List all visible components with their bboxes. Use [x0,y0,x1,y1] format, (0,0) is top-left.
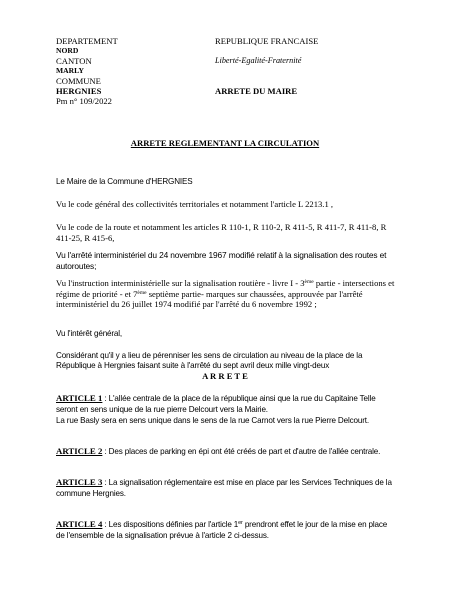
article-3 [56,477,396,499]
article-3-label: ARTICLE 3 [56,477,103,487]
vu-code-route: Vu le code de la route et notamment les articles R 110-1, R 110-2, R 411-5, R 411-7, R 411-8, R 411-25, R 415-6, [56,222,387,243]
arrete-heading: A R R E T E [202,371,248,381]
canton-label: CANTON [56,56,92,66]
vu-interet-general: Vu l'intérêt général, [56,329,123,338]
article-1 [56,393,396,415]
article-2-label: ARTICLE 2 [56,446,103,456]
document-title: ARRETE REGLEMENTANT LA CIRCULATION [130,138,320,148]
article-2-text: : Des places de parking en épi ont été créés de part et d'autre de l'allée centrale. [102,447,381,456]
article-2 [56,446,396,458]
article-4-label: ARTICLE 4 [56,519,103,529]
vu-arrete-1967: Vu l'arrêté interministériel du 24 novembre 1967 modifié relatif à la signalisation des routes et autoroutes; [56,250,387,271]
article-4-sup: er [238,520,243,526]
article-4-text-part2: prendront effet le jour de la mise en place de l'ensemble de la signalisation prévue à l'article 2 ci-dessus. [56,520,388,540]
vu-instruction-part3: septième partie- marques sur chaussées, approuvée par l'arrêté interministériel du 26 juillet 1974 modifié par l'arrêté du 6 novembre 1992 ; [56,288,363,310]
vu-instruction [56,278,396,310]
article-1-text: : L'allée centrale de la place de la république ainsi que la rue du Capitaine Telle seront en sens unique de la rue pierre Delcourt vers la Mairie. [56,394,376,414]
republic-label: REPUBLIQUE FRANCAISE [215,36,319,46]
commune-name: HERGNIES [56,86,102,96]
vu-cgct: Vu le code général des collectivités territoriales et notamment l'article L 2213.1 , [56,199,334,209]
mayor-line: Le Maire de la Commune d'HERGNIES [56,177,193,186]
article-4-text-part1: : Les dispositions définies par l'article 1 [102,520,239,529]
article-1-label: ARTICLE 1 [56,393,103,403]
doc-type: ARRETE DU MAIRE [215,86,298,96]
vu-instruction-part1: Vu l'instruction interministérielle sur la signalisation routière - livre I - 3 [56,278,305,288]
vu-instruction-sup1: ème [304,279,314,285]
vu-instruction-sup2: ème [137,289,147,296]
considerant: Considérant qu'il y a lieu de pérenniser les sens de circulation au niveau de la place de la République à Hergnies faisant suite à l'arrêté du sept avril deux mille vingt-deux [56,351,363,371]
article-1-extra: La rue Basly sera en sens unique dans le sens de la rue Carnot vers la rue Pierre Delcourt. [56,416,369,425]
vu-instruction-part2: partie - intersections et régime de priorité - et 7 [56,278,395,299]
canton-name: MARLY [56,66,84,75]
article-3-text: : La signalisation réglementaire est mise en place par les Services Techniques de la commune Hergnies. [56,478,392,498]
departement-label: DEPARTEMENT [56,36,118,46]
arrete-number: Pm n° 109/2022 [56,96,112,106]
departement-name: NORD [56,46,79,55]
motto: Liberté-Egalité-Fraternité [215,56,302,65]
commune-label: COMMUNE [56,76,101,86]
article-4 [56,519,396,541]
